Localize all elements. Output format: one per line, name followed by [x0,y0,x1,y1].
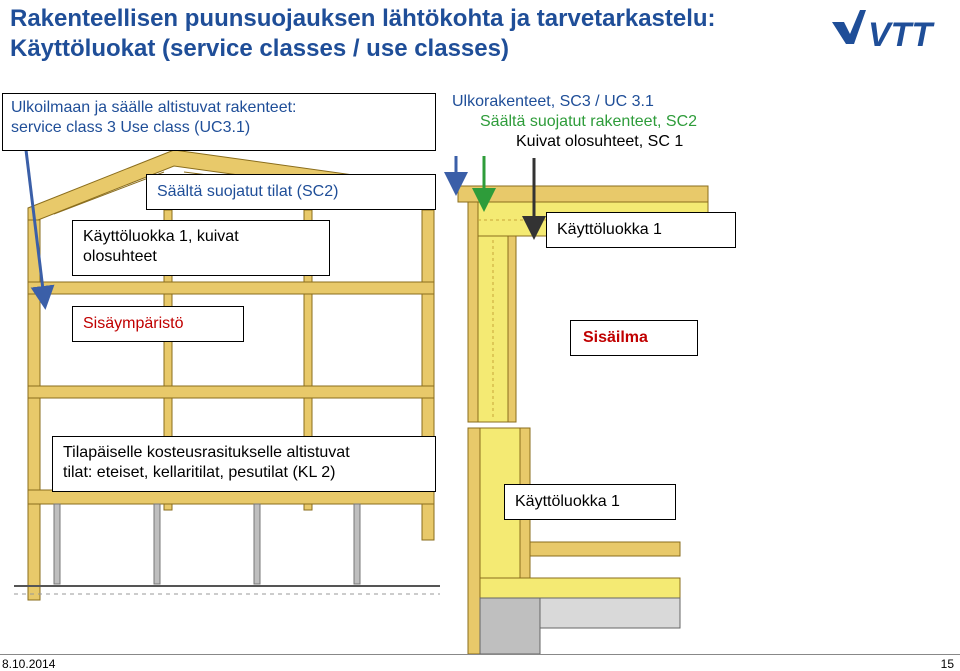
callout-indoor-env-text: Sisäympäristö [83,315,184,332]
callout-temp-line2: tilat: eteiset, kellaritilat, pesutilat (KL 2) [63,464,336,481]
callout-exterior-structures [444,90,744,156]
callout-class1-dry-line2: olosuhteet [83,248,157,265]
footer-date: 8.10.2014 [2,657,56,671]
logo-text: VTT [868,16,933,54]
callout-sheltered-spaces [146,174,436,210]
callout-class1-right [546,212,736,248]
footer-page-number: 15 [940,657,954,671]
callout-indoor-environment [72,306,244,342]
callout-temporary-moisture [52,436,436,492]
callout-outdoor-structures [2,93,436,151]
callout-temp-line1: Tilapäiselle kosteusrasitukselle altistuvat [63,444,350,461]
callout-indoor-air-text: Sisäilma [583,329,648,346]
footer-divider [0,654,960,655]
callout-class1-right-text: Käyttöluokka 1 [557,221,662,238]
callout-class1-dry-line1: Käyttöluokka 1, kuivat [83,228,239,245]
callout-exterior-line3: Kuivat olosuhteet, SC 1 [516,133,684,150]
callout-indoor-air [570,320,698,356]
callout-outdoor-line2: service class 3 Use class (UC3.1) [11,119,251,136]
callout-exterior-line2: Säältä suojatut rakenteet, SC2 [480,113,698,130]
callout-sheltered-text: Säältä suojatut tilat (SC2) [157,183,339,200]
callout-outdoor-line1: Ulkoilmaan ja säälle altistuvat rakenteet: [11,99,297,116]
callout-class1-dry [72,220,330,276]
arrow-outdoor [26,150,44,298]
callout-class1-bottom [504,484,676,520]
page-title-line2: Käyttöluokat (service classes / use classes) [10,35,509,62]
callout-class1-bottom-text: Käyttöluokka 1 [515,493,620,510]
page-title-line1: Rakenteellisen puunsuojauksen lähtökohta ja tarvetarkastelu: [10,5,716,32]
callout-exterior-line1: Ulkorakenteet, SC3 / UC 3.1 [452,93,654,110]
